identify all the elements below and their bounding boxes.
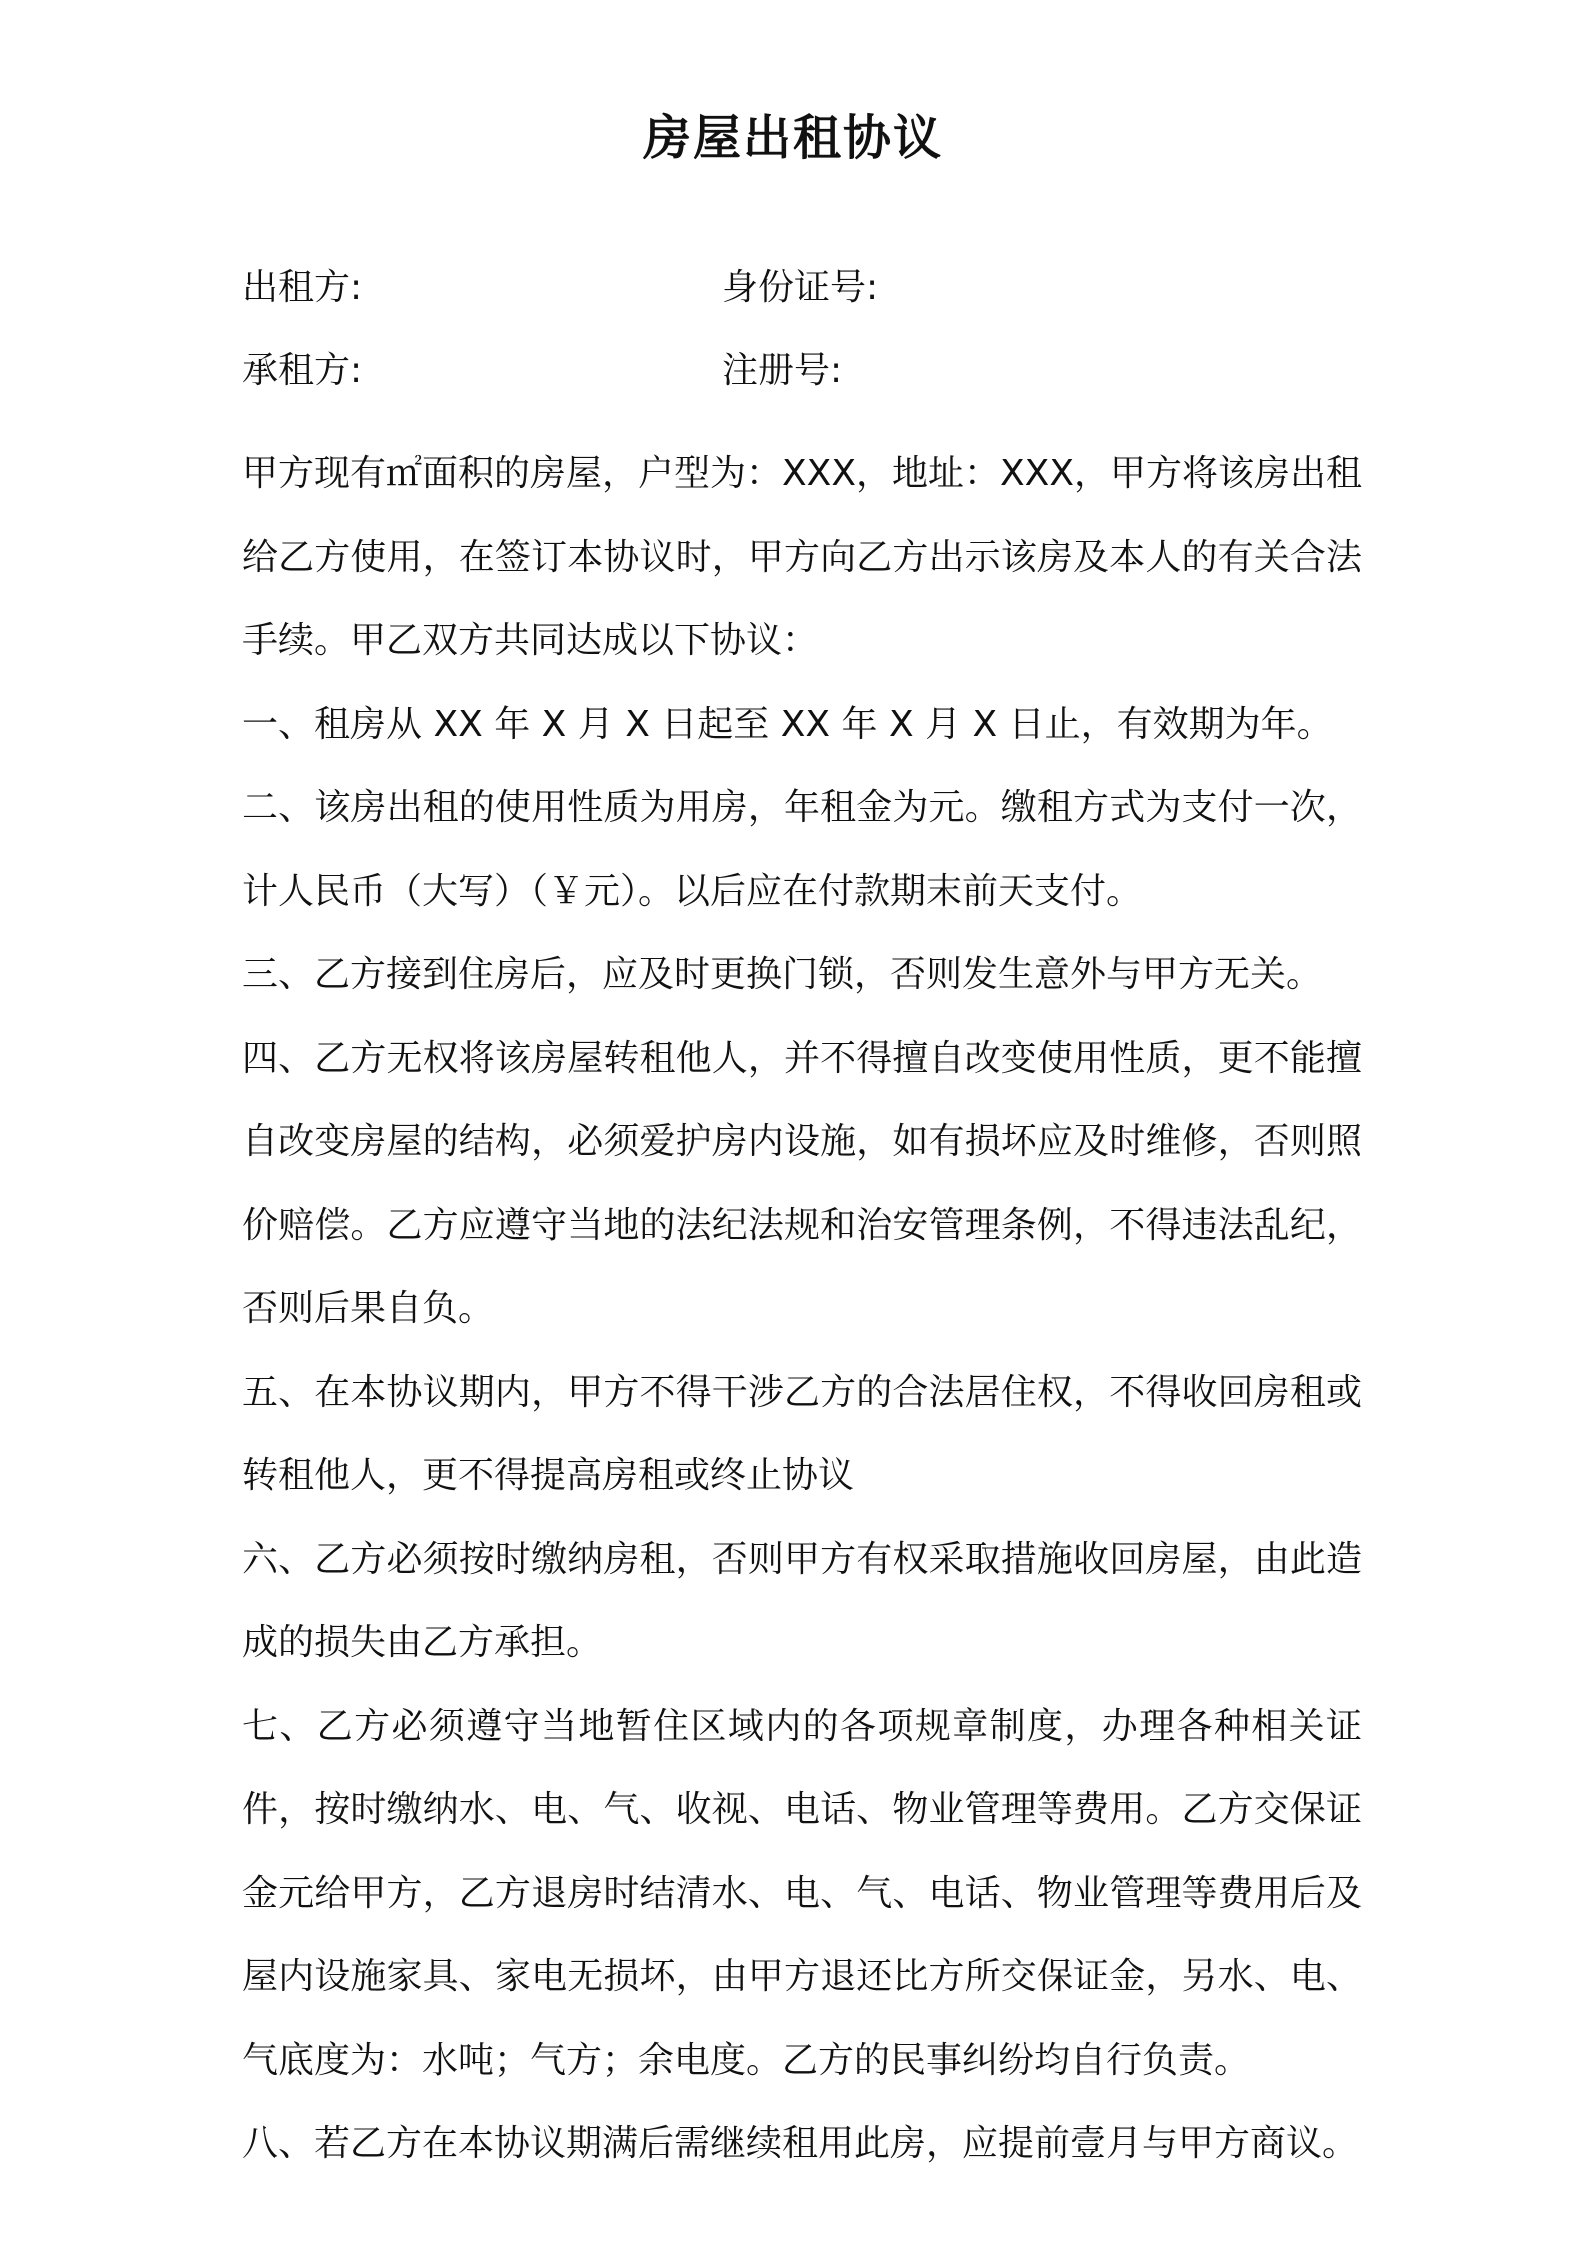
document-title: 房屋出租协议 [642, 110, 943, 166]
intro-paragraph: 甲方现有㎡面积的房屋，户型为：XXX，地址：XXX，甲方将该房出租给乙方使用，在签订本协议时，甲方向乙方出示该房及本人的有关合法手续。甲乙双方共同达成以下协议： [242, 453, 1362, 661]
lessee-label: 承租方: [242, 350, 363, 391]
clause-5: 五、在本协议期内，甲方不得干涉乙方的合法居住权，不得收回房租或转租他人，更不得提高房租或终止协议 [242, 1371, 1362, 1496]
clause-7: 七、乙方必须遵守当地暂住区域内的各项规章制度，办理各种相关证件，按时缴纳水、电、气、收视、电话、物业管理等费用。乙方交保证金元给甲方，乙方退房时结清水、电、气、电话、物业管理等费用后及屋内设施家具、家电无损坏，由甲方退还比方所交保证金，另水、电、气底度为：水吨；气方；余电度。乙方的民事纠纷均自行负责。 [242, 1705, 1362, 2081]
clause-6: 六、乙方必须按时缴纳房租，否则甲方有权采取措施收回房屋，由此造成的损失由乙方承担。 [242, 1538, 1362, 1663]
registration-number-label: 注册号: [722, 350, 843, 391]
clause-4: 四、乙方无权将该房屋转租他人，并不得擅自改变使用性质，更不能擅自改变房屋的结构，必须爱护房内设施，如有损坏应及时维修，否则照价赔偿。乙方应遵守当地的法纪法规和治安管理条例，不得违法乱纪，否则后果自负。 [242, 1037, 1362, 1329]
clause-3: 三、乙方接到住房后，应及时更换门锁，否则发生意外与甲方无关。 [242, 954, 1323, 995]
agreement-body [242, 432, 1362, 2186]
clause-2: 二、该房出租的使用性质为用房，年租金为元。缴租方式为支付一次，计人民币（大写）（￥元）。以后应在付款期末前天支付。 [242, 787, 1362, 912]
clause-8: 八、若乙方在本协议期满后需继续租用此房，应提前壹月与甲方商议。 [242, 2123, 1359, 2164]
lessor-label: 出租方: [242, 267, 363, 308]
clause-1: 一、租房从 XX 年 X 月 X 日起至 XX 年 X 月 X 日止，有效期为年。 [242, 703, 1333, 745]
id-number-label: 身份证号: [722, 267, 879, 308]
